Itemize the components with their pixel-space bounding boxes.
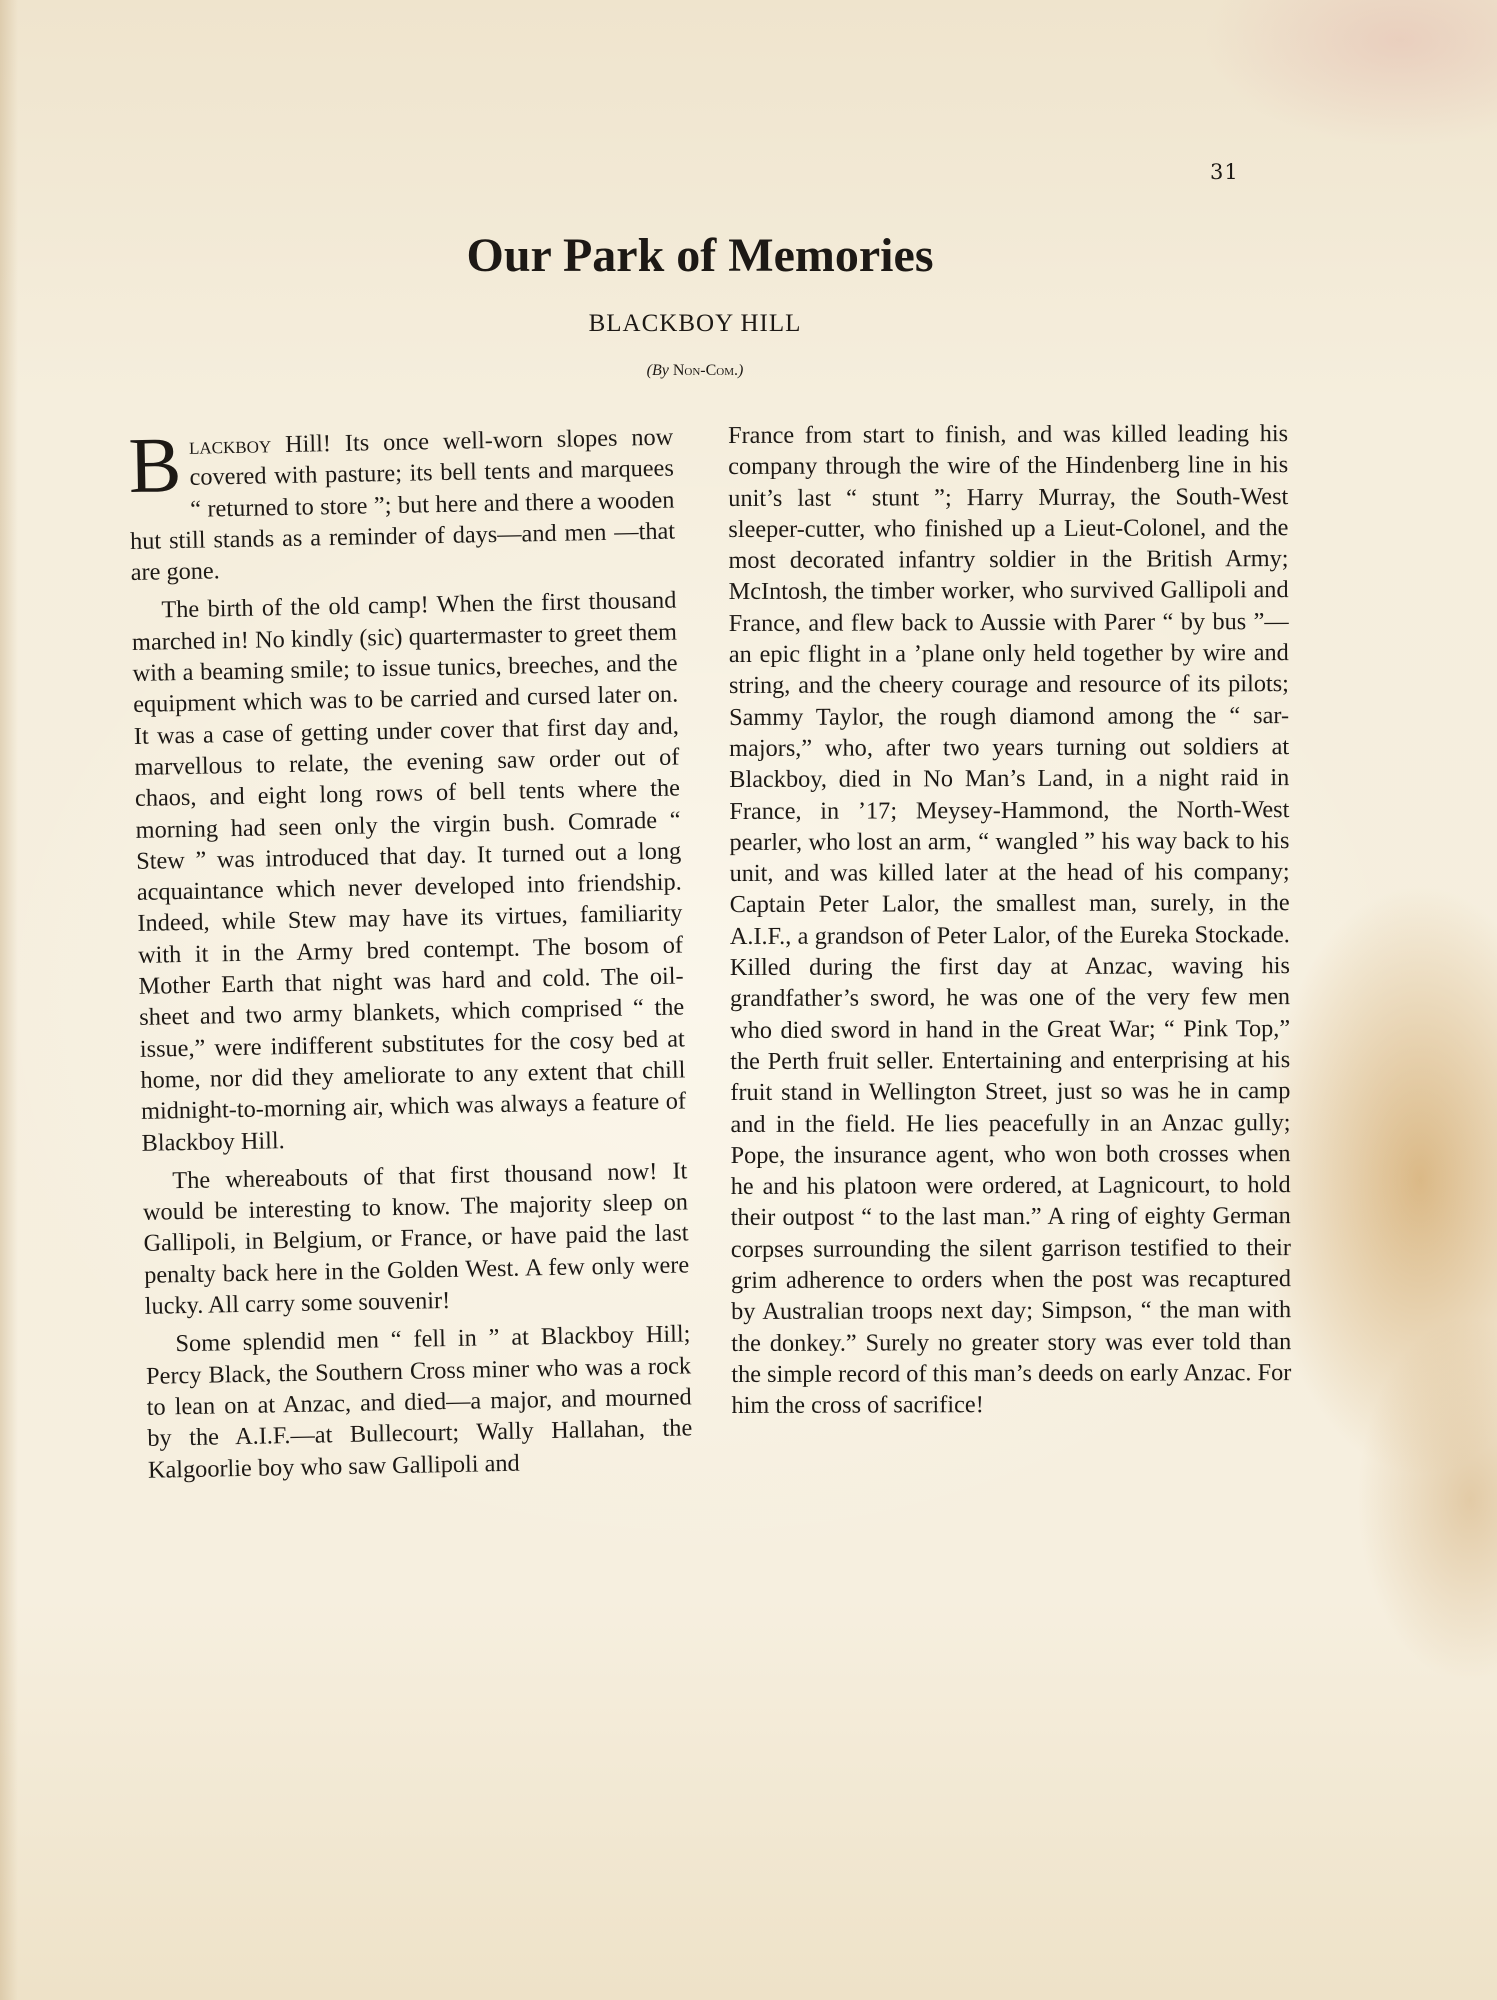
paragraph-4-continued: France from start to finish, and was killed leading his company through the wire of the Hindenberg line in his unit’s last “ stunt ”; Harry Murray, the South-West sleeper-cutter, who finished up a Lieut-Colonel, and the most decorated infantry soldier in the British Army; McIntosh, the timber worker, who survived Gallipoli and France, and flew back to Aussie with Parer “ by bus ”—an epic flight in a ’plane only held together by wire and string, and the cheery courage and resource of its pilots; Sammy Taylor, the rough diamond among the “ sar-majors,” who, after two years turning out soldiers at Blackboy, died in No Man’s Land, in a night raid in France, in ’17; Meysey-Hammond, the North-West pearler, who lost an arm, “ wangled ” his way back to his unit, and was killed later at the head of his company; Captain Peter Lalor, the smallest man, surely, in the A.I.F., a grandson of Peter Lalor, of the Eureka Stockade. Killed during the first day at Anzac, waving his grandfather’s sword, he was one of the very few men who died sword in hand in the Great War; “ Pink Top,” the Perth fruit seller. Entertaining and enterprising at his fruit stand in Wellington Street, just so was he in camp and in the field. He lies peacefully in an Anzac gully; Pope, the insurance agent, who won both crosses when he and his platoon were ordered, at Lagnicourt, to hold their outpost “ to the last man.” A ring of eighty German corpses surrounding the silent garrison testified to their grim adherence to orders when the post was recaptured by Australian troops next day; Simpson, “ the man with the donkey.” Surely no greater story was ever told than the simple record of this man’s deeds on early Anzac. For him the cross of sacrifice! (728, 420, 1292, 1420)
byline-author: Non-Com. (672, 362, 739, 379)
drop-cap: B (127, 421, 183, 510)
paragraph-4: Some splendid men “ fell in ” at Blackboy Hill; Percy Black, the Southern Cross miner who was a rock to lean on at Anzac, and died—a major, and mourned by the A.I.F.—at Bullecourt; Wally Hallahan, the Kalgoorlie boy who saw Gallipoli and (145, 1320, 693, 1484)
paragraph-1-text: Hill! Its once well-worn slopes now covered with pasture; its bell tents and marquees “ returned to store ”; but here and there a wooden hut still stands as a reminder of days—and men —that are gone. (129, 423, 676, 587)
byline-close: ) (738, 362, 744, 379)
paragraph-3: The whereabouts of that first thousand now! It would be interesting to know. The majority sleep on Gallipoli, in Belgium, or France, or have paid the last penalty back here in the Golden West. A few only were lucky. All carry some souvenir! (142, 1157, 690, 1320)
page-number: 31 (1210, 160, 1239, 184)
paragraph-1 (128, 422, 676, 589)
article-byline (0, 362, 1390, 380)
byline-open: (By (646, 362, 673, 379)
article-subtitle: BLACKBOY HILL (588, 310, 802, 337)
article-title: Our Park of Memories (466, 229, 934, 282)
right-column (728, 418, 1292, 1428)
page-edge-shadow (0, 0, 18, 2000)
paragraph-2: The birth of the old camp! When the first thousand marched in! No kindly (sic) quartermaster to greet them with a beaming smile; to issue tunics, breeches, and the equipment which was to be carried and cursed later on. It was a case of getting under cover that first day and, marvellous to relate, the evening saw order out of chaos, and eight long rows of bell tents where the morning had seen only the virgin bush. Comrade “ Stew ” was introduced that day. It turned out a long acquaintance which never developed into friendship. Indeed, while Stew may have its virtues, familiarity with it in the Army bred contempt. The bosom of Mother Earth that night was hard and cold. The oil-sheet and two army blankets, which comprised “ the issue,” were indifferent substitutes for the cosy bed at home, nor did they ameliorate to any extent that chill midnight-to-morning air, which was always a feature of Blackboy Hill. (131, 586, 687, 1157)
left-column (128, 422, 693, 1493)
lead-word: lackboy (188, 431, 272, 460)
